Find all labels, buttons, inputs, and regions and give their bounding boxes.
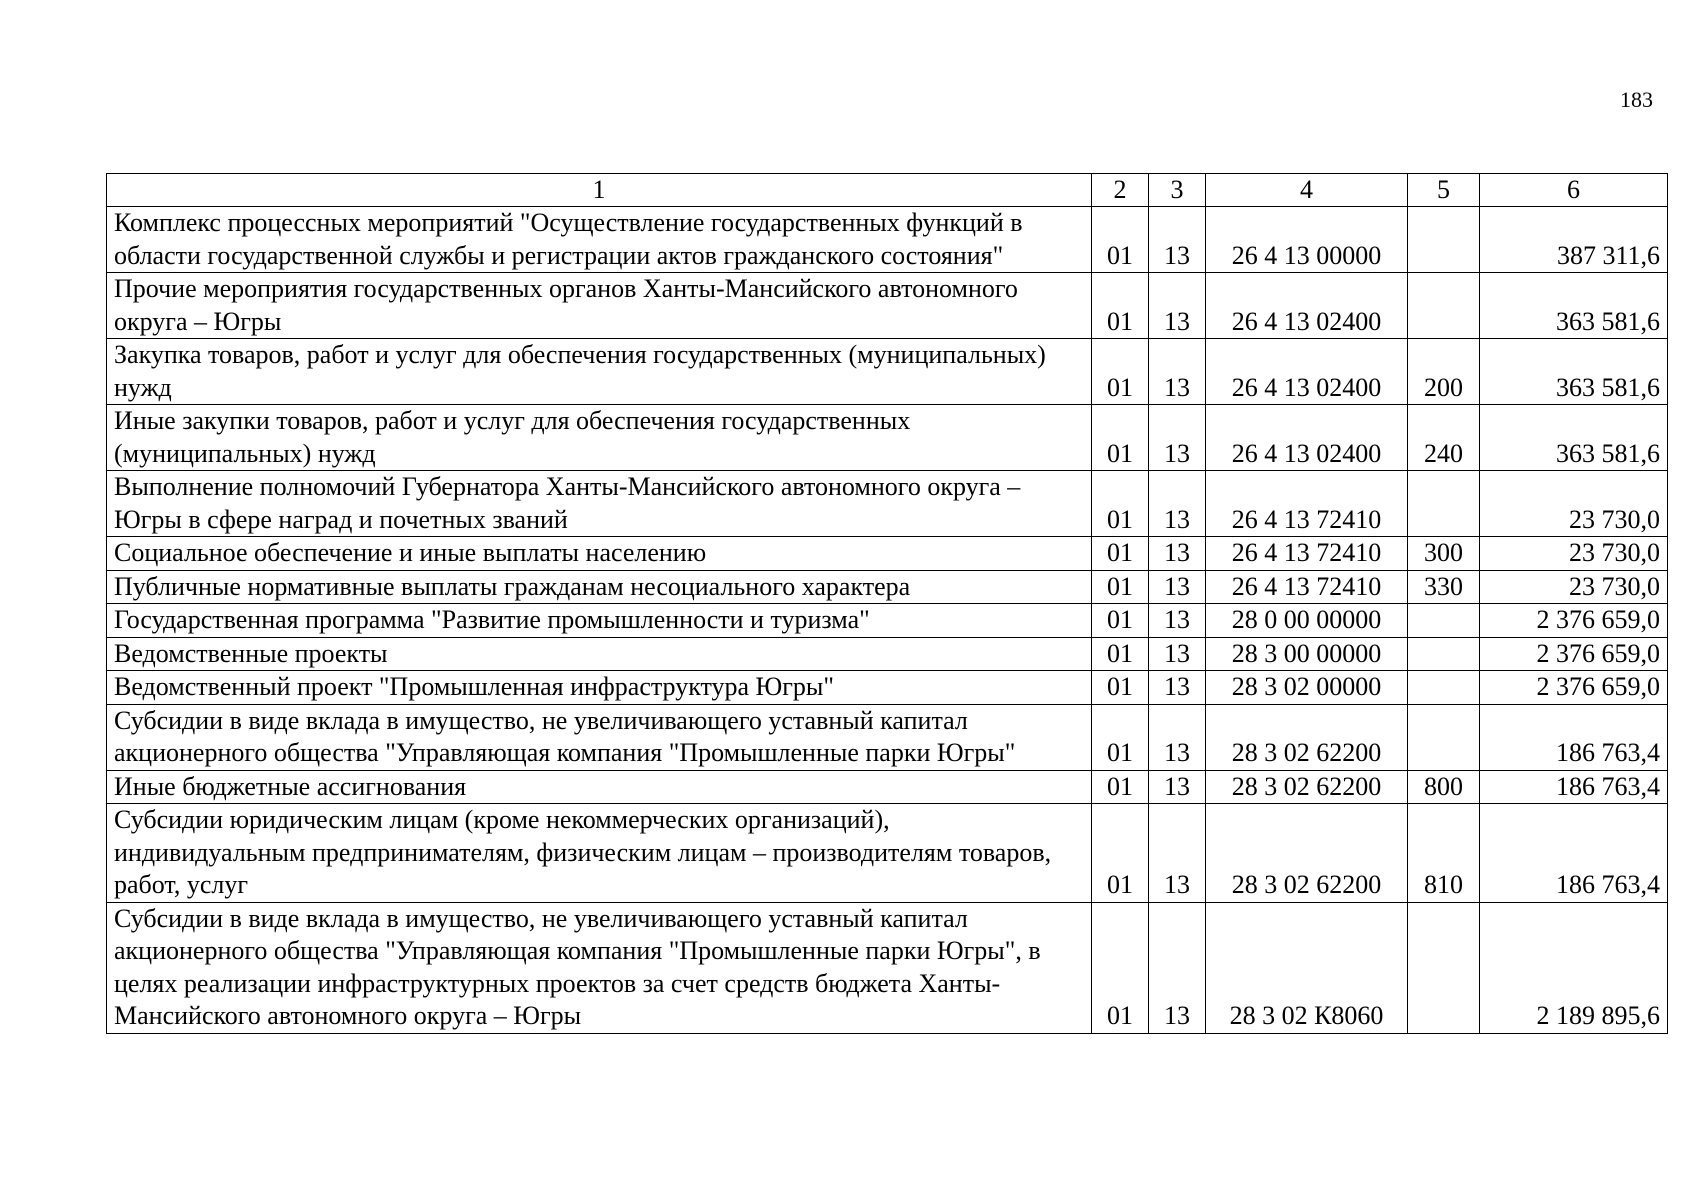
row-subsection: 13: [1149, 637, 1206, 671]
row-target: 28 0 00 00000: [1206, 604, 1408, 638]
row-expense-type: [1408, 704, 1480, 770]
table-row: [107, 637, 1668, 671]
column-header-amount: 6: [1480, 174, 1668, 207]
row-name: Ведомственный проект "Промышленная инфраструктура Югры": [107, 671, 1092, 705]
row-expense-type: 330: [1408, 570, 1480, 604]
column-header-target: 4: [1206, 174, 1408, 207]
row-section: 01: [1092, 537, 1149, 571]
row-amount: 363 581,6: [1480, 339, 1668, 405]
table-row: [107, 671, 1668, 705]
row-amount: 23 730,0: [1480, 570, 1668, 604]
row-amount: 363 581,6: [1480, 273, 1668, 339]
table-row: [107, 770, 1668, 804]
table-row: [107, 405, 1668, 471]
row-name: Выполнение полномочий Губернатора Ханты-Мансийского автономного округа – Югры в сфере наград и почетных званий: [107, 471, 1092, 537]
row-name: Субсидии в виде вклада в имущество, не увеличивающего уставный капитал акционерного общества "Управляющая компания "Промышленные парки Югры": [107, 704, 1092, 770]
row-target: 26 4 13 72410: [1206, 471, 1408, 537]
table-row: [107, 273, 1668, 339]
row-section: 01: [1092, 471, 1149, 537]
row-name: Субсидии в виде вклада в имущество, не увеличивающего уставный капитал акционерного общества "Управляющая компания "Промышленные парки Югры", в целях реализации инфраструктурных проектов за счет средств бюджета Ханты-Мансийского автономного округа – Югры: [107, 902, 1092, 1033]
row-target: 26 4 13 02400: [1206, 339, 1408, 405]
row-amount: 2 376 659,0: [1480, 671, 1668, 705]
column-header-subsection: 3: [1149, 174, 1206, 207]
row-subsection: 13: [1149, 273, 1206, 339]
row-name: Ведомственные проекты: [107, 637, 1092, 671]
row-name: Закупка товаров, работ и услуг для обеспечения государственных (муниципальных) нужд: [107, 339, 1092, 405]
row-subsection: 13: [1149, 804, 1206, 903]
row-name: Прочие мероприятия государственных органов Ханты-Мансийского автономного округа – Югры: [107, 273, 1092, 339]
row-subsection: 13: [1149, 770, 1206, 804]
row-subsection: 13: [1149, 207, 1206, 273]
row-subsection: 13: [1149, 537, 1206, 571]
header-row: [107, 174, 1668, 207]
row-expense-type: [1408, 471, 1480, 537]
row-subsection: 13: [1149, 704, 1206, 770]
row-subsection: 13: [1149, 471, 1206, 537]
column-header-expense-type: 5: [1408, 174, 1480, 207]
column-header-name: 1: [107, 174, 1092, 207]
row-amount: 23 730,0: [1480, 537, 1668, 571]
row-section: 01: [1092, 273, 1149, 339]
row-expense-type: 200: [1408, 339, 1480, 405]
row-section: 01: [1092, 405, 1149, 471]
table-row: [107, 207, 1668, 273]
row-expense-type: [1408, 207, 1480, 273]
row-amount: 186 763,4: [1480, 704, 1668, 770]
row-name: Субсидии юридическим лицам (кроме некоммерческих организаций), индивидуальным предпринимателям, физическим лицам – производителям товаров, работ, услуг: [107, 804, 1092, 903]
row-section: 01: [1092, 339, 1149, 405]
column-header-section: 2: [1092, 174, 1149, 207]
row-subsection: 13: [1149, 604, 1206, 638]
row-name: Иные бюджетные ассигнования: [107, 770, 1092, 804]
table-header: [107, 174, 1668, 207]
row-section: 01: [1092, 671, 1149, 705]
row-expense-type: 800: [1408, 770, 1480, 804]
row-section: 01: [1092, 770, 1149, 804]
row-expense-type: 300: [1408, 537, 1480, 571]
row-section: 01: [1092, 637, 1149, 671]
row-amount: 186 763,4: [1480, 770, 1668, 804]
row-expense-type: [1408, 273, 1480, 339]
row-amount: 2 376 659,0: [1480, 604, 1668, 638]
row-target: 28 3 02 62200: [1206, 770, 1408, 804]
row-expense-type: [1408, 902, 1480, 1033]
row-section: 01: [1092, 207, 1149, 273]
row-target: 26 4 13 72410: [1206, 570, 1408, 604]
row-target: 28 3 02 62200: [1206, 704, 1408, 770]
row-name: Иные закупки товаров, работ и услуг для обеспечения государственных (муниципальных) нужд: [107, 405, 1092, 471]
row-expense-type: 810: [1408, 804, 1480, 903]
row-amount: 387 311,6: [1480, 207, 1668, 273]
row-amount: 363 581,6: [1480, 405, 1668, 471]
row-expense-type: [1408, 604, 1480, 638]
table-row: [107, 339, 1668, 405]
row-name: Государственная программа "Развитие промышленности и туризма": [107, 604, 1092, 638]
row-section: 01: [1092, 570, 1149, 604]
row-expense-type: [1408, 637, 1480, 671]
table-body: [107, 207, 1668, 1034]
table-row: [107, 804, 1668, 903]
row-target: 26 4 13 02400: [1206, 273, 1408, 339]
page-number: 183: [1620, 87, 1653, 112]
row-amount: 2 189 895,6: [1480, 902, 1668, 1033]
row-section: 01: [1092, 704, 1149, 770]
row-amount: 2 376 659,0: [1480, 637, 1668, 671]
row-subsection: 13: [1149, 570, 1206, 604]
row-section: 01: [1092, 604, 1149, 638]
row-target: 26 4 13 72410: [1206, 537, 1408, 571]
row-name: Комплекс процессных мероприятий "Осуществление государственных функций в области государственной службы и регистрации актов гражданского состояния": [107, 207, 1092, 273]
row-section: 01: [1092, 902, 1149, 1033]
table-row: [107, 570, 1668, 604]
row-subsection: 13: [1149, 671, 1206, 705]
row-expense-type: 240: [1408, 405, 1480, 471]
row-target: 28 3 02 00000: [1206, 671, 1408, 705]
row-name: Публичные нормативные выплаты гражданам несоциального характера: [107, 570, 1092, 604]
row-section: 01: [1092, 804, 1149, 903]
row-expense-type: [1408, 671, 1480, 705]
row-subsection: 13: [1149, 339, 1206, 405]
row-target: 26 4 13 02400: [1206, 405, 1408, 471]
table-row: [107, 604, 1668, 638]
table-row: [107, 537, 1668, 571]
row-subsection: 13: [1149, 405, 1206, 471]
row-name: Социальное обеспечение и иные выплаты населению: [107, 537, 1092, 571]
row-subsection: 13: [1149, 902, 1206, 1033]
row-target: 28 3 02 62200: [1206, 804, 1408, 903]
row-target: 26 4 13 00000: [1206, 207, 1408, 273]
table-row: [107, 902, 1668, 1033]
row-amount: 23 730,0: [1480, 471, 1668, 537]
row-target: 28 3 00 00000: [1206, 637, 1408, 671]
row-target: 28 3 02 К8060: [1206, 902, 1408, 1033]
table-row: [107, 471, 1668, 537]
budget-table: [106, 173, 1668, 1034]
table-row: [107, 704, 1668, 770]
row-amount: 186 763,4: [1480, 804, 1668, 903]
